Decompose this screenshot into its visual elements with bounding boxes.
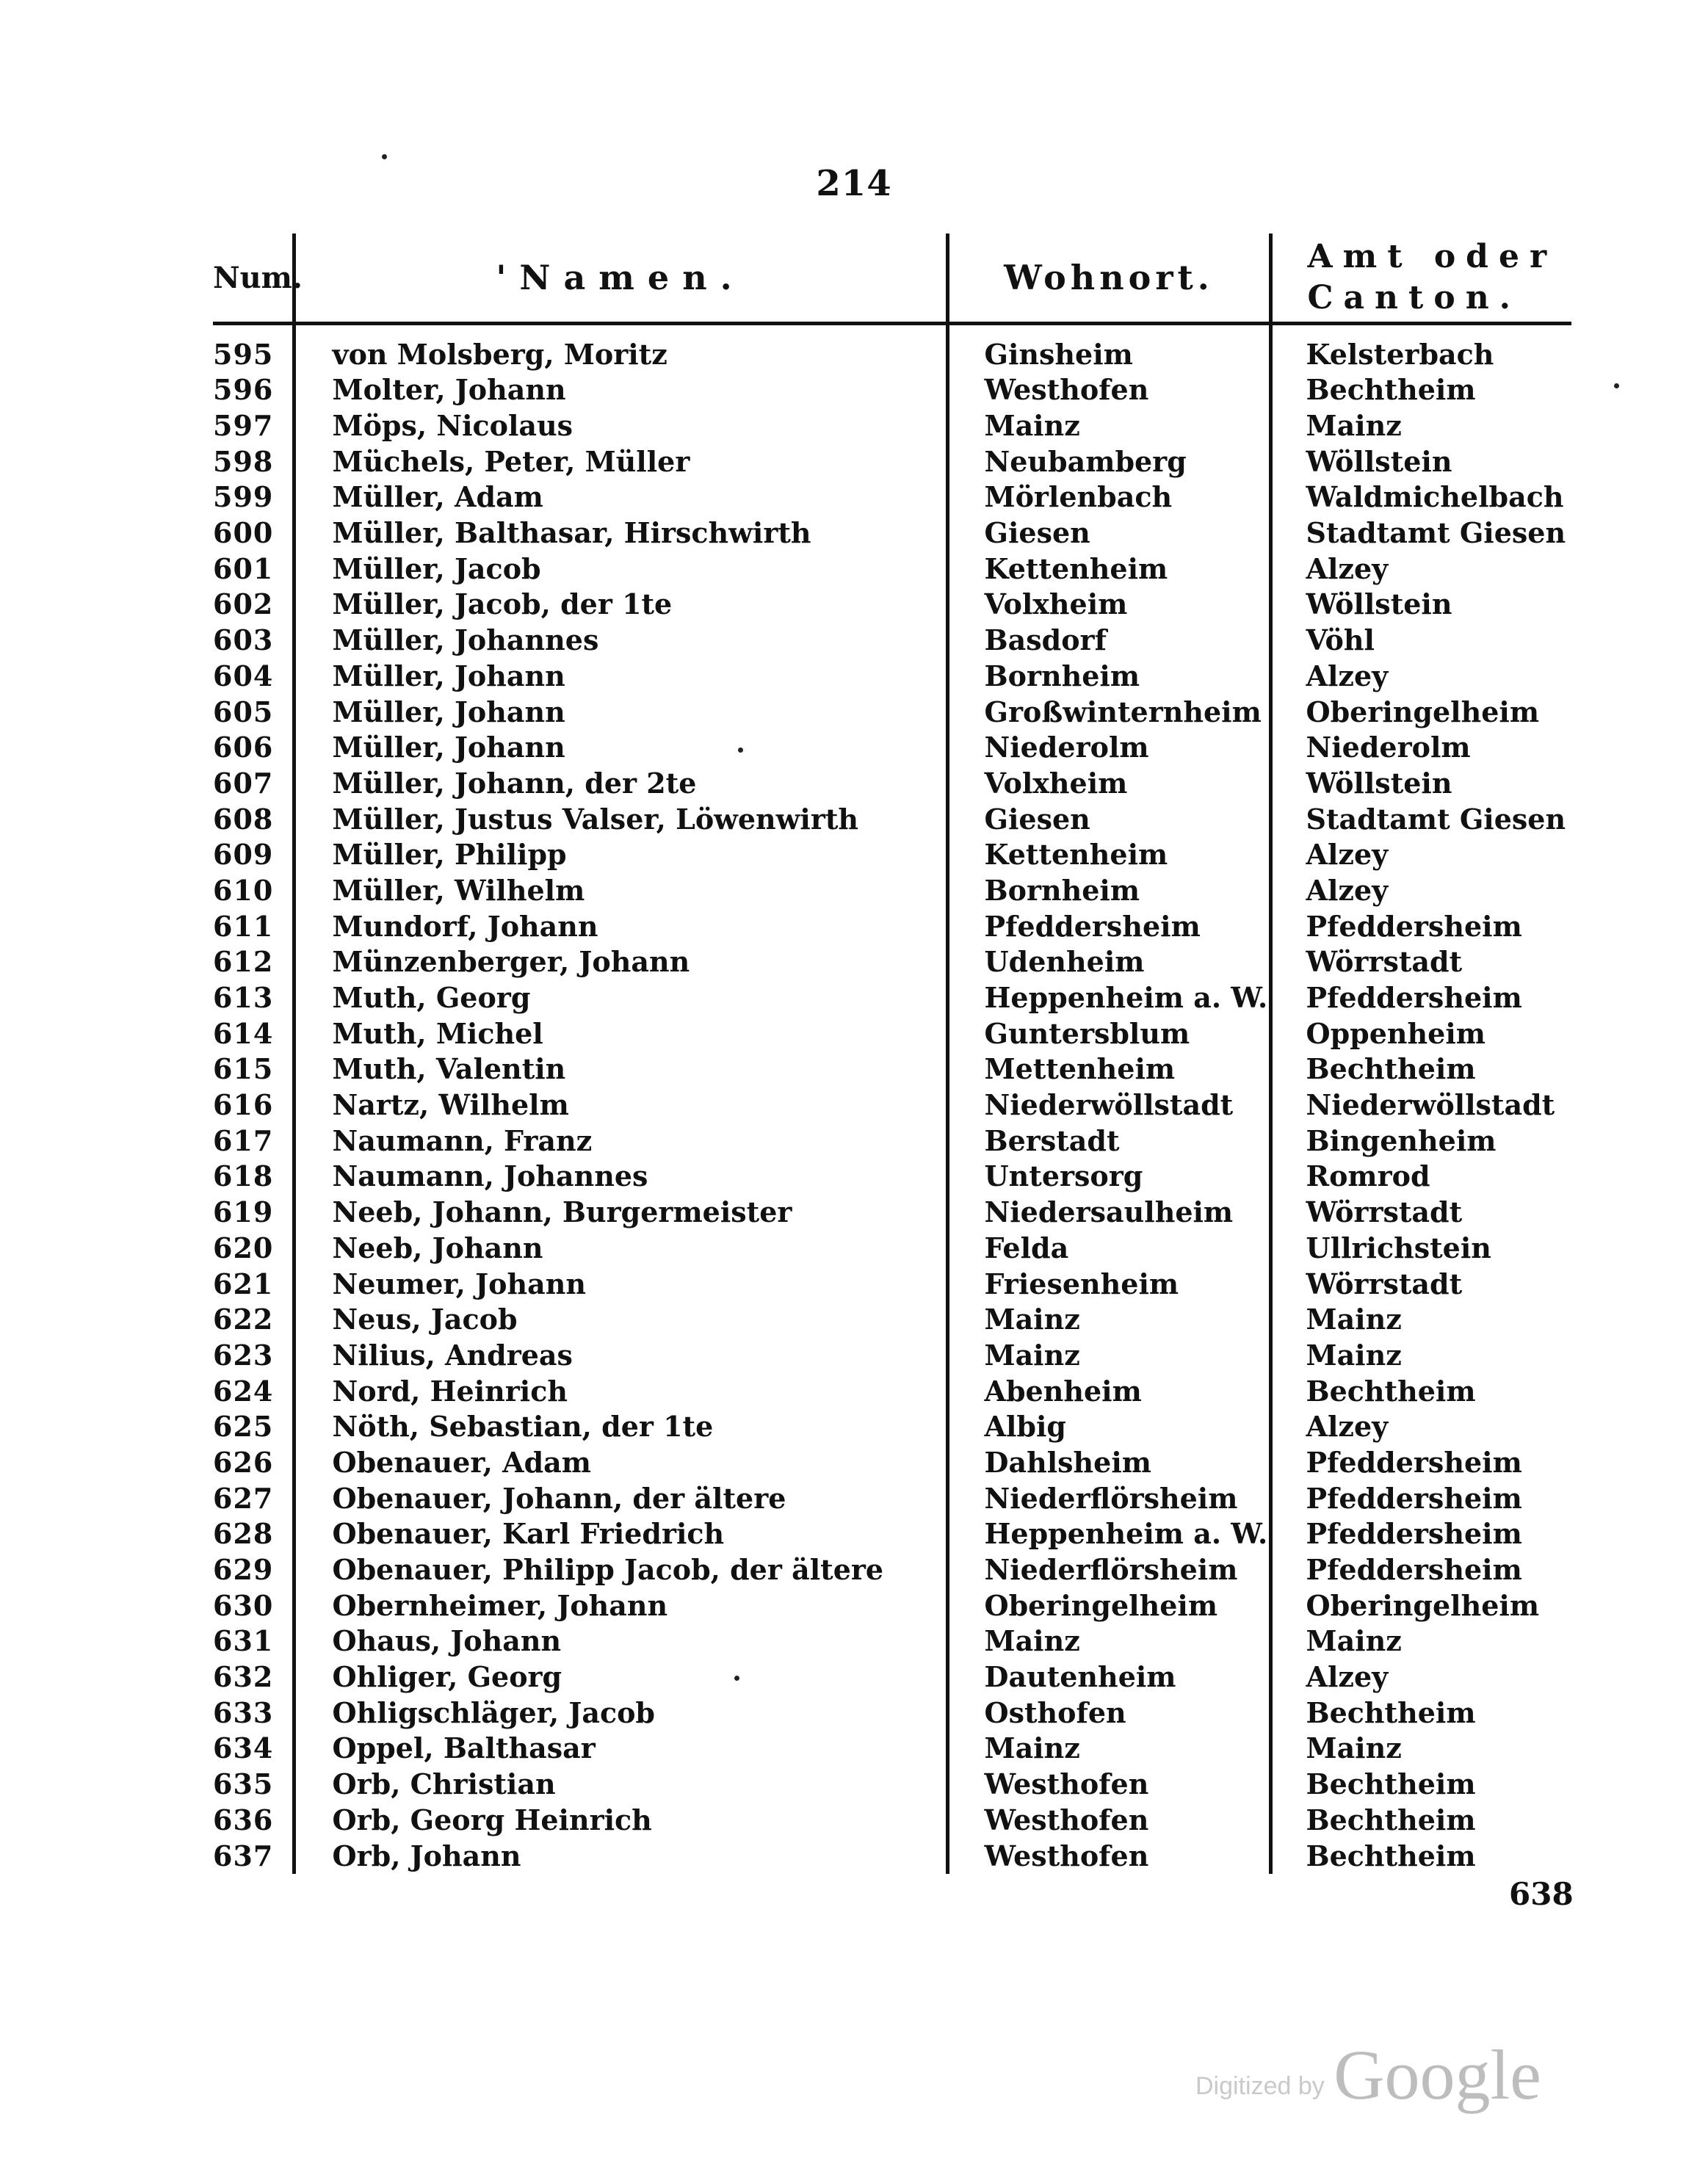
row-num: 626 bbox=[213, 1445, 274, 1479]
table-row bbox=[213, 479, 1571, 515]
header-canton bbox=[1270, 234, 1571, 324]
row-name: Mundorf, Johann bbox=[294, 908, 947, 944]
row-canton: Oberingelheim bbox=[1270, 1588, 1571, 1623]
row-name: Obenauer, Philipp Jacob, der ältere bbox=[294, 1552, 947, 1588]
ink-speck bbox=[734, 1676, 739, 1681]
row-place: Heppenheim a. W. bbox=[947, 1516, 1270, 1552]
row-place: Niederwöllstadt bbox=[947, 1087, 1270, 1123]
row-canton: Alzey bbox=[1270, 1659, 1571, 1695]
row-num: 629 bbox=[213, 1553, 274, 1587]
row-place: Dautenheim bbox=[947, 1659, 1270, 1695]
table-row bbox=[213, 1588, 1571, 1623]
row-place: Felda bbox=[947, 1231, 1270, 1267]
row-canton: Bechtheim bbox=[1270, 1051, 1571, 1087]
row-name: Müller, Johann, der 2te bbox=[294, 766, 947, 802]
row-num: 610 bbox=[213, 873, 274, 907]
header-place: Wohnort. bbox=[947, 234, 1270, 324]
row-canton: Wöllstein bbox=[1270, 766, 1571, 802]
row-name: Münzenberger, Johann bbox=[294, 944, 947, 980]
row-name: Neeb, Johann bbox=[294, 1231, 947, 1267]
digitized-watermark bbox=[1195, 2034, 1541, 2115]
row-num: 635 bbox=[213, 1767, 274, 1801]
row-canton: Niederolm bbox=[1270, 730, 1571, 766]
row-place: Kettenheim bbox=[947, 837, 1270, 873]
page-number: 214 bbox=[816, 163, 892, 204]
row-canton: Waldmichelbach bbox=[1270, 479, 1571, 515]
row-num: 619 bbox=[213, 1195, 274, 1229]
row-num: 624 bbox=[213, 1374, 274, 1408]
table-row bbox=[213, 1767, 1571, 1803]
header-name: 'Namen. bbox=[294, 234, 947, 324]
ink-speck bbox=[738, 747, 743, 753]
table-row bbox=[213, 1838, 1571, 1874]
table-row bbox=[213, 1731, 1571, 1767]
row-num: 599 bbox=[213, 480, 274, 514]
row-place: Westhofen bbox=[947, 1838, 1270, 1874]
table-body bbox=[213, 324, 1571, 1874]
ink-speck bbox=[1614, 383, 1619, 388]
header-canton-line1: Amt oder bbox=[1307, 238, 1557, 275]
row-name: Orb, Johann bbox=[294, 1838, 947, 1874]
row-canton: Alzey bbox=[1270, 873, 1571, 909]
row-place: Niederflörsheim bbox=[947, 1480, 1270, 1516]
row-canton: Bechtheim bbox=[1270, 372, 1571, 408]
row-canton: Bechtheim bbox=[1270, 1767, 1571, 1803]
row-name: Naumann, Franz bbox=[294, 1123, 947, 1159]
table-row bbox=[213, 1445, 1571, 1481]
table-row bbox=[213, 1266, 1571, 1302]
row-canton: Ullrichstein bbox=[1270, 1231, 1571, 1267]
row-place: Neubamberg bbox=[947, 444, 1270, 479]
row-canton: Mainz bbox=[1270, 1302, 1571, 1338]
row-place: Volxheim bbox=[947, 766, 1270, 802]
table-row bbox=[213, 372, 1571, 408]
table-row bbox=[213, 1695, 1571, 1731]
row-num: 614 bbox=[213, 1016, 274, 1050]
row-place: Mainz bbox=[947, 408, 1270, 444]
row-num: 617 bbox=[213, 1123, 274, 1157]
row-num: 601 bbox=[213, 551, 274, 585]
row-num: 620 bbox=[213, 1231, 274, 1264]
row-place: Osthofen bbox=[947, 1695, 1270, 1731]
row-place: Berstadt bbox=[947, 1123, 1270, 1159]
table-row bbox=[213, 1195, 1571, 1231]
table-row bbox=[213, 1552, 1571, 1588]
row-num: 628 bbox=[213, 1517, 274, 1551]
row-name: Nord, Heinrich bbox=[294, 1373, 947, 1409]
table-row bbox=[213, 1338, 1571, 1374]
row-num: 621 bbox=[213, 1267, 274, 1300]
row-num: 613 bbox=[213, 981, 274, 1015]
row-place: Bornheim bbox=[947, 659, 1270, 695]
table-row bbox=[213, 873, 1571, 909]
row-num: 612 bbox=[213, 945, 274, 979]
row-name: Neus, Jacob bbox=[294, 1302, 947, 1338]
row-name: Neeb, Johann, Burgermeister bbox=[294, 1195, 947, 1231]
row-place: Dahlsheim bbox=[947, 1445, 1270, 1481]
row-place: Kettenheim bbox=[947, 551, 1270, 587]
row-place: Niederflörsheim bbox=[947, 1552, 1270, 1588]
row-place: Bornheim bbox=[947, 873, 1270, 909]
row-name: Oppel, Balthasar bbox=[294, 1731, 947, 1767]
row-name: Molter, Johann bbox=[294, 372, 947, 408]
table-row bbox=[213, 1231, 1571, 1267]
row-canton: Niederwöllstadt bbox=[1270, 1087, 1571, 1123]
header-canton-line2: Canton. bbox=[1307, 279, 1521, 316]
table-row bbox=[213, 944, 1571, 980]
row-canton: Pfeddersheim bbox=[1270, 1445, 1571, 1481]
row-name: von Molsberg, Moritz bbox=[294, 324, 947, 373]
row-name: Naumann, Johannes bbox=[294, 1159, 947, 1195]
row-canton: Bechtheim bbox=[1270, 1838, 1571, 1874]
row-num: 606 bbox=[213, 731, 274, 764]
row-num: 595 bbox=[213, 338, 274, 371]
row-place: Udenheim bbox=[947, 944, 1270, 980]
row-name: Müller, Justus Valser, Löwenwirth bbox=[294, 801, 947, 837]
row-num: 600 bbox=[213, 516, 274, 550]
row-name: Müller, Jacob bbox=[294, 551, 947, 587]
table-row bbox=[213, 1480, 1571, 1516]
table-row bbox=[213, 623, 1571, 659]
table-row bbox=[213, 1302, 1571, 1338]
row-canton: Pfeddersheim bbox=[1270, 1552, 1571, 1588]
row-num: 636 bbox=[213, 1803, 274, 1836]
row-canton: Mainz bbox=[1270, 1731, 1571, 1767]
row-canton: Wörrstadt bbox=[1270, 1266, 1571, 1302]
row-canton: Alzey bbox=[1270, 837, 1571, 873]
row-place: Mainz bbox=[947, 1302, 1270, 1338]
table-row bbox=[213, 515, 1571, 551]
row-num: 597 bbox=[213, 409, 274, 443]
row-num: 623 bbox=[213, 1338, 274, 1372]
row-name: Obenauer, Karl Friedrich bbox=[294, 1516, 947, 1552]
row-place: Untersorg bbox=[947, 1159, 1270, 1195]
row-num: 633 bbox=[213, 1695, 274, 1729]
row-place: Ginsheim bbox=[947, 324, 1270, 373]
row-name: Obernheimer, Johann bbox=[294, 1588, 947, 1623]
row-num: 634 bbox=[213, 1731, 274, 1765]
table-row bbox=[213, 694, 1571, 730]
row-canton: Pfeddersheim bbox=[1270, 1516, 1571, 1552]
row-place: Niederolm bbox=[947, 730, 1270, 766]
row-place: Mörlenbach bbox=[947, 479, 1270, 515]
table-row bbox=[213, 801, 1571, 837]
row-canton: Vöhl bbox=[1270, 623, 1571, 659]
row-canton: Oppenheim bbox=[1270, 1016, 1571, 1051]
table-row bbox=[213, 1516, 1571, 1552]
row-name: Müller, Adam bbox=[294, 479, 947, 515]
table-row bbox=[213, 1051, 1571, 1087]
row-num: 631 bbox=[213, 1624, 274, 1658]
row-canton: Alzey bbox=[1270, 551, 1571, 587]
catchword: 638 bbox=[1509, 1876, 1574, 1912]
row-place: Friesenheim bbox=[947, 1266, 1270, 1302]
row-name: Müller, Philipp bbox=[294, 837, 947, 873]
row-num: 632 bbox=[213, 1660, 274, 1694]
row-name: Muth, Georg bbox=[294, 980, 947, 1016]
row-num: 622 bbox=[213, 1303, 274, 1336]
table-row bbox=[213, 980, 1571, 1016]
row-name: Ohliger, Georg bbox=[294, 1659, 947, 1695]
row-place: Giesen bbox=[947, 801, 1270, 837]
row-name: Müller, Wilhelm bbox=[294, 873, 947, 909]
row-name: Obenauer, Adam bbox=[294, 1445, 947, 1481]
table-row bbox=[213, 1087, 1571, 1123]
watermark-logo-text: Google bbox=[1334, 2035, 1541, 2114]
row-place: Basdorf bbox=[947, 623, 1270, 659]
row-canton: Mainz bbox=[1270, 408, 1571, 444]
row-name: Orb, Georg Heinrich bbox=[294, 1803, 947, 1839]
row-num: 598 bbox=[213, 444, 274, 478]
row-name: Orb, Christian bbox=[294, 1767, 947, 1803]
row-canton: Pfeddersheim bbox=[1270, 980, 1571, 1016]
row-num: 596 bbox=[213, 373, 274, 407]
row-num: 616 bbox=[213, 1088, 274, 1122]
row-name: Müller, Johann bbox=[294, 730, 947, 766]
table-row bbox=[213, 908, 1571, 944]
table-row bbox=[213, 1373, 1571, 1409]
row-name: Ohaus, Johann bbox=[294, 1623, 947, 1659]
row-num: 604 bbox=[213, 659, 274, 692]
table-row bbox=[213, 324, 1571, 373]
table-row bbox=[213, 587, 1571, 623]
row-place: Westhofen bbox=[947, 372, 1270, 408]
header-num: Num. bbox=[213, 234, 294, 324]
table-row bbox=[213, 1659, 1571, 1695]
ink-speck bbox=[382, 154, 387, 159]
row-name: Müller, Johannes bbox=[294, 623, 947, 659]
watermark-small-text: Digitized by bbox=[1195, 2072, 1325, 2100]
row-canton: Wöllstein bbox=[1270, 444, 1571, 479]
row-place: Westhofen bbox=[947, 1767, 1270, 1803]
row-place: Pfeddersheim bbox=[947, 908, 1270, 944]
table-row bbox=[213, 1409, 1571, 1445]
row-place: Niedersaulheim bbox=[947, 1195, 1270, 1231]
row-place: Albig bbox=[947, 1409, 1270, 1445]
table-row bbox=[213, 1123, 1571, 1159]
register-table bbox=[213, 234, 1571, 1874]
table-row bbox=[213, 408, 1571, 444]
row-num: 615 bbox=[213, 1052, 274, 1086]
row-num: 627 bbox=[213, 1481, 274, 1515]
row-name: Muth, Valentin bbox=[294, 1051, 947, 1087]
row-place: Giesen bbox=[947, 515, 1270, 551]
row-canton: Stadtamt Giesen bbox=[1270, 515, 1571, 551]
row-num: 611 bbox=[213, 909, 274, 943]
row-name: Müller, Jacob, der 1te bbox=[294, 587, 947, 623]
row-place: Guntersblum bbox=[947, 1016, 1270, 1051]
row-name: Ohligschläger, Jacob bbox=[294, 1695, 947, 1731]
row-canton: Pfeddersheim bbox=[1270, 1480, 1571, 1516]
row-num: 618 bbox=[213, 1159, 274, 1193]
row-canton: Alzey bbox=[1270, 659, 1571, 695]
row-canton: Bechtheim bbox=[1270, 1373, 1571, 1409]
table-row bbox=[213, 444, 1571, 479]
row-name: Müller, Johann bbox=[294, 659, 947, 695]
table-row bbox=[213, 1803, 1571, 1839]
row-num: 609 bbox=[213, 838, 274, 872]
row-name: Muth, Michel bbox=[294, 1016, 947, 1051]
row-place: Mainz bbox=[947, 1338, 1270, 1374]
row-num: 607 bbox=[213, 766, 274, 800]
row-canton: Mainz bbox=[1270, 1338, 1571, 1374]
row-place: Westhofen bbox=[947, 1803, 1270, 1839]
row-place: Abenheim bbox=[947, 1373, 1270, 1409]
row-num: 603 bbox=[213, 623, 274, 657]
row-canton: Pfeddersheim bbox=[1270, 908, 1571, 944]
table-row bbox=[213, 1016, 1571, 1051]
row-canton: Wörrstadt bbox=[1270, 1195, 1571, 1231]
row-num: 630 bbox=[213, 1588, 274, 1622]
row-name: Müller, Johann bbox=[294, 694, 947, 730]
row-name: Möps, Nicolaus bbox=[294, 408, 947, 444]
row-name: Nöth, Sebastian, der 1te bbox=[294, 1409, 947, 1445]
table-row bbox=[213, 551, 1571, 587]
table-row bbox=[213, 730, 1571, 766]
row-canton: Bechtheim bbox=[1270, 1803, 1571, 1839]
row-num: 605 bbox=[213, 695, 274, 728]
row-place: Großwinternheim bbox=[947, 694, 1270, 730]
table-row bbox=[213, 1623, 1571, 1659]
row-name: Nilius, Andreas bbox=[294, 1338, 947, 1374]
row-name: Müller, Balthasar, Hirschwirth bbox=[294, 515, 947, 551]
row-canton: Romrod bbox=[1270, 1159, 1571, 1195]
row-num: 625 bbox=[213, 1410, 274, 1444]
row-canton: Alzey bbox=[1270, 1409, 1571, 1445]
row-canton: Bingenheim bbox=[1270, 1123, 1571, 1159]
row-name: Nartz, Wilhelm bbox=[294, 1087, 947, 1123]
row-canton: Kelsterbach bbox=[1270, 324, 1571, 373]
row-num: 608 bbox=[213, 802, 274, 836]
row-canton: Oberingelheim bbox=[1270, 694, 1571, 730]
table-row bbox=[213, 837, 1571, 873]
row-place: Volxheim bbox=[947, 587, 1270, 623]
row-num: 602 bbox=[213, 587, 274, 621]
row-place: Mainz bbox=[947, 1731, 1270, 1767]
table-row bbox=[213, 1159, 1571, 1195]
table-row bbox=[213, 659, 1571, 695]
row-place: Heppenheim a. W. bbox=[947, 980, 1270, 1016]
row-canton: Wörrstadt bbox=[1270, 944, 1571, 980]
row-canton: Bechtheim bbox=[1270, 1695, 1571, 1731]
row-canton: Stadtamt Giesen bbox=[1270, 801, 1571, 837]
row-canton: Mainz bbox=[1270, 1623, 1571, 1659]
register-table-container bbox=[213, 234, 1571, 1874]
row-num: 637 bbox=[213, 1839, 274, 1872]
row-place: Mettenheim bbox=[947, 1051, 1270, 1087]
row-name: Müchels, Peter, Müller bbox=[294, 444, 947, 479]
table-header bbox=[213, 234, 1571, 324]
row-place: Oberingelheim bbox=[947, 1588, 1270, 1623]
row-name: Obenauer, Johann, der ältere bbox=[294, 1480, 947, 1516]
table-row bbox=[213, 766, 1571, 802]
row-canton: Wöllstein bbox=[1270, 587, 1571, 623]
row-place: Mainz bbox=[947, 1623, 1270, 1659]
row-name: Neumer, Johann bbox=[294, 1266, 947, 1302]
